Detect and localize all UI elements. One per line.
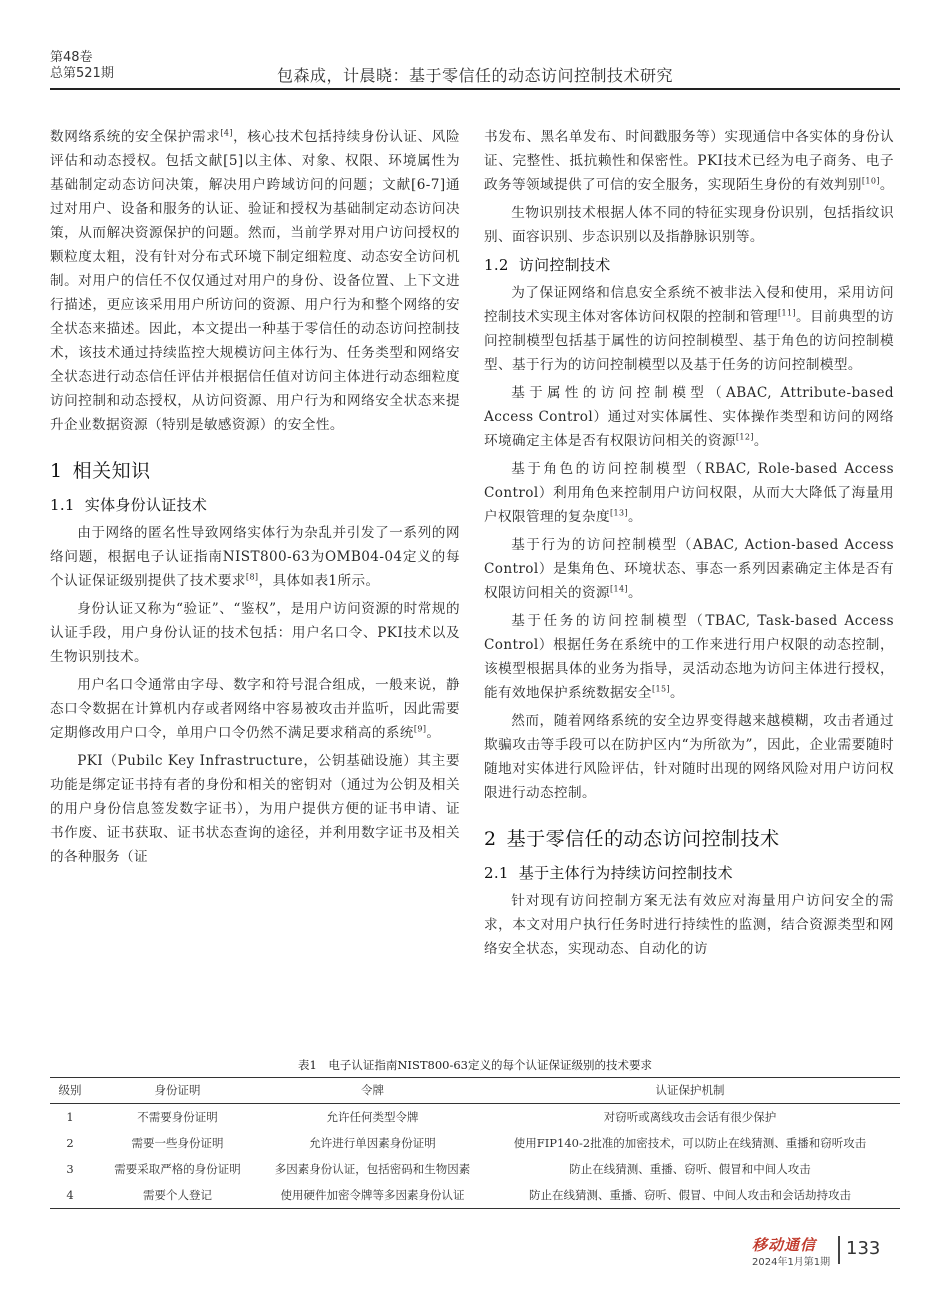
paragraph: 针对现有访问控制方案无法有效应对海量用户访问安全的需求，本文对用户执行任务时进行持续性的监测，结合资源类型和网络安全状态，实现动态、自动化的访 [484,893,894,957]
citation: [14] [609,584,628,594]
paragraph: 为了保证网络和信息安全系统不被非法入侵和使用，采用访问控制技术实现主体对客体访问权限的控制和管理[11]。目前典型的访问控制模型包括基于属性的访问控制模型、基于角色的访问控制模型、基于行为的访问控制模型以及基于任务的访问控制模型。 [484,285,894,373]
table-cell: 不需要身份证明 [137,1110,218,1124]
page-number: 133 [846,1238,881,1259]
citation: [4] [220,128,233,138]
running-header-title: 包森成，计晨晓：基于零信任的动态访问控制技术研究 [276,66,673,85]
paragraph: 身份认证又称为“验证”、“鉴权”，是用户访问资源的时常规的认证手段，用户身份认证的技术包括：用户名口令、PKI技术以及生物识别技术。 [50,601,460,665]
section-heading-2: 2 基于零信任的动态访问控制技术 [484,828,780,850]
table-cell: 防止在线猜测、重播、窃听、假冒、中间人攻击和会话劫持攻击 [480,1182,900,1209]
paragraph: 书发布、黑名单发布、时间戳服务等）实现通信中各实体的身份认证、完整性、抵抗赖性和保密性。PKI技术已经为电子商务、电子政务等领域提供了可信的安全服务，实现陌生身份的有效判别[10]。 [484,129,894,193]
table-row [50,1156,900,1182]
table-row [50,1182,900,1209]
table-cell: 3 [66,1162,74,1176]
paragraph: 用户名口令通常由字母、数字和符号混合组成，一般来说，静态口令数据在计算机内存或者网络中容易被攻击并监听，因此需要定期修改用户口令，单用户口令仍然不满足要求稍高的系统[9]。 [50,677,460,741]
table-cell: 防止在线猜测、重播、窃听、假冒和中间人攻击 [569,1162,811,1176]
table-cell: 2 [66,1136,74,1150]
table-cell: 允许任何类型令牌 [326,1110,419,1124]
journal-logo: 移动通信 [752,1236,817,1254]
table-header-row [50,1078,900,1104]
section-heading-1-2: 1.2 访问控制技术 [484,256,611,274]
footer-divider [838,1236,840,1264]
header-token: 令牌 [265,1078,480,1104]
citation: [9] [413,724,427,734]
paragraph: 基于角色的访问控制模型（RBAC, Role-based Access Control）利用角色来控制用户访问权限，从而大大降低了海量用户权限管理的复杂度[13]。 [484,461,894,525]
header-rule [50,88,900,90]
table-cell: 多因素身份认证，包括密码和生物因素 [274,1162,471,1176]
header-level: 级别 [50,1078,90,1104]
left-column [50,125,460,873]
paragraph: 基于属性的访问控制模型（ABAC, Attribute-based Access Control）通过对实体属性、实体操作类型和访问的网络环境确定主体是否有权限访问相关的资源[12]。 [484,385,894,449]
table-cell: 使用硬件加密令牌等多因素身份认证 [265,1182,480,1209]
table-cell: 需要一些身份证明 [131,1136,224,1150]
issue-total-label: 总第521期 [50,66,114,81]
section-heading-1: 1 相关知识 [50,460,151,482]
citation: [10] [861,176,880,186]
paragraph: 然而，随着网络系统的安全边界变得越来越模糊，攻击者通过欺骗攻击等手段可以在防护区内“为所欲为”，因此，企业需要随时随地对实体进行风险评估，针对随时出现的网络风险对用户访问权限进行动态控制。 [484,713,894,801]
citation: [13] [609,508,628,518]
citation: [15] [651,684,670,694]
header-protection: 认证保护机制 [480,1078,900,1104]
table-caption: 表1 电子认证指南NIST800-63定义的每个认证保证级别的技术要求 [298,1058,652,1072]
paragraph: PKI（Pubilc Key Infrastructure，公钥基础设施）其主要功能是绑定证书持有者的身份和相关的密钥对（通过为公钥及相关的用户身份信息签发数字证书），为用户提供方便的证书申请、证书作废、证书获取、证书状态查询的途径，并利用数字证书及相关的各种服务（证 [50,753,460,865]
volume-label: 第48卷 [50,50,93,65]
section-heading-2-1: 2.1 基于主体行为持续访问控制技术 [484,864,733,882]
citation: [8] [245,572,259,582]
paragraph: 数网络系统的安全保护需求[4]，核心技术包括持续身份认证、风险评估和动态授权。包括文献[5]以主体、对象、权限、环境属性为基础制定动态访问决策，解决用户跨域访问的问题；文献[6-7]通过对用户、设备和服务的认证、验证和授权为基础制定动态访问决策，从而解决资源保护的问题。然而，当前学界对用户访问授权的颗粒度太粗，没有针对分布式环境下制定细粒度、动态安全访问机制。对用户的信任不仅仅通过对用户的身份、设备位置、上下文进行描述，更应该采用用户所访问的资源、用户行为和整个网络的安全状态来描述。因此，本文提出一种基于零信任的动态访问控制技术，该技术通过持续监控大规模访问主体行为、任务类型和网络安全状态进行动态信任评估并根据信任值对访问主体进行动态细粒度访问控制和动态授权，从访问资源、用户行为和网络安全状态来提升企业数据资源（特别是敏感资源）的安全性。 [50,128,460,433]
issue-date: 2024年1月第1期 [752,1257,831,1268]
auth-level-table [50,1077,900,1209]
paragraph: 由于网络的匿名性导致网络实体行为杂乱并引发了一系列的网络问题，根据电子认证指南NIST800-63为OMB04-04定义的每个认证保证级别提供了技术要求[8]，具体如表1所示。 [50,525,460,589]
table-cell: 1 [66,1110,74,1124]
citation: [11] [777,308,796,318]
table-cell: 使用FIP140-2批准的加密技术，可以防止在线猜测、重播和窃听攻击 [513,1136,867,1150]
table-cell: 允许进行单因素身份证明 [309,1136,436,1150]
section-heading-1-1: 1.1 实体身份认证技术 [50,496,208,514]
right-column [484,125,894,965]
header-identity-proof: 身份证明 [90,1078,265,1104]
table-cell: 需要采取严格的身份证明 [114,1162,241,1176]
paragraph: 生物识别技术根据人体不同的特征实现身份识别，包括指纹识别、面容识别、步态识别以及指静脉识别等。 [484,205,894,245]
citation: [12] [735,432,754,442]
paragraph: 基于任务的访问控制模型（TBAC, Task-based Access Control）根据任务在系统中的工作来进行用户权限的动态控制，该模型根据具体的业务为指导，灵活动态地为访问主体进行授权，能有效地保护系统数据安全[15]。 [484,613,894,701]
table-cell: 对窃听或离线攻击会话有很少保护 [603,1110,777,1124]
table-cell: 需要个人登记 [90,1182,265,1209]
table-row [50,1130,900,1156]
paragraph: 基于行为的访问控制模型（ABAC, Action-based Access Control）是集角色、环境状态、事态一系列因素确定主体是否有权限访问相关的资源[14]。 [484,537,894,601]
table-cell: 4 [50,1182,90,1209]
table-row [50,1104,900,1131]
